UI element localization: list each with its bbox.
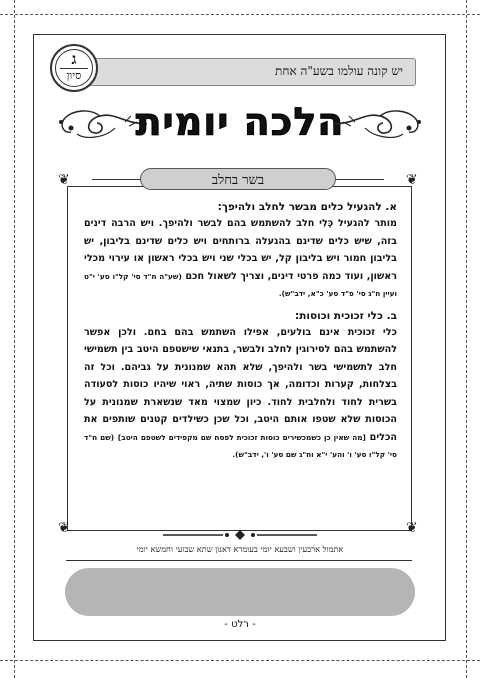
section-line-left [92, 179, 140, 180]
date-badge-inner [55, 49, 93, 87]
section-title-pill [140, 168, 336, 190]
paragraph-2-heading: ב. כלי זכוכית וכוסות: [295, 309, 397, 322]
crop-mark-left [14, 0, 15, 678]
date-badge [50, 44, 98, 92]
ornament-divider-icon [163, 530, 317, 540]
corner-ornament-icon: ❦ [58, 520, 70, 536]
content-text [84, 200, 397, 464]
page-number: - רלט - [224, 619, 256, 630]
paragraph-2-body [84, 324, 397, 464]
corner-ornament-icon: ❦ [406, 172, 418, 188]
date-month: סיון [60, 68, 88, 83]
title-area [55, 96, 425, 152]
crop-mark-bottom [0, 660, 480, 661]
section-title: בשר בחלב [211, 173, 265, 188]
paragraph-2-text: כלי זכוכית אינם בולעים, אפילו השתמש בהם בחם. ולכן אפשר להשתמש בהם לסירוגין לחלב ולבשר, בתנאי שישטפם היטב בין תשמישי חלב לתשמישי בשר ולהיפך, שלא תהא שמנונית על גביהם. וכל זה בצלחות, קערות וכדומה, אך כוסות שתיה, ראוי שיהיו כוסות לסעודה בשרית לחוד ולחלבית לחוד. כיון שמצוי מאד שנשארת שמנונית על הכוסות שלא שטפו אותם היטב, וכל שכן כשילדים קטנים שותפים את הכלים [84, 326, 397, 443]
page-title: הלכה יומית [135, 100, 345, 144]
header-bar [60, 58, 416, 86]
crop-mark-right [466, 0, 467, 678]
footer-line [66, 560, 412, 561]
footer-quote: אתמול ארבעין ושבעא יומי בעומרא דאנון שתא שבועי וחמשא יומי [136, 544, 344, 554]
corner-ornament-icon: ❦ [406, 520, 418, 536]
section-line-right [336, 179, 384, 180]
right-flourish-icon [330, 106, 425, 142]
paragraph-1-source: (שע"ה ח"ד סי' קל"ו סע' י"ט ועיין ח"ג סי' פ"ד סע' כ"א, ידב"ש). [84, 271, 397, 298]
footer-banner [65, 568, 415, 616]
paragraph-1-text: מותר להגעיל כְּלִי חלב להשתמש בהם לבשר ולהיפך. ויש הרבה דינים בזה, שיש כלים שדינם בהגעלה ברותחים ויש כלים שדינם בליבון, יש בליבון חמור ויש בליבון קל, יש בכלי שני ויש בכלי ראשון או עירוי מכלי ראשון, ועוד כמה פרטי דינים, וצריך לשאול חכם [84, 218, 398, 282]
paragraph-2-note: [מה שאין כן כשמכשירים כוסות זכוכית לפסח שם מקפידים לשטפם היטב] [117, 432, 366, 442]
header-quote: יש קונה עולמו בשע"ה אחת [275, 64, 403, 78]
corner-ornament-icon: ❦ [58, 172, 70, 188]
date-day: ג [71, 50, 77, 68]
paragraph-2-source: (שם ח"ד סי' קל"ו סע' ו' והע' י"א וח"ג שם סע' ו', ידב"ש). [84, 432, 397, 459]
crop-mark-top [0, 14, 480, 15]
paragraph-1-body [84, 215, 397, 303]
paragraph-1-heading: א. להגעיל כלים מבשר לחלב ולהיפך: [217, 201, 397, 213]
